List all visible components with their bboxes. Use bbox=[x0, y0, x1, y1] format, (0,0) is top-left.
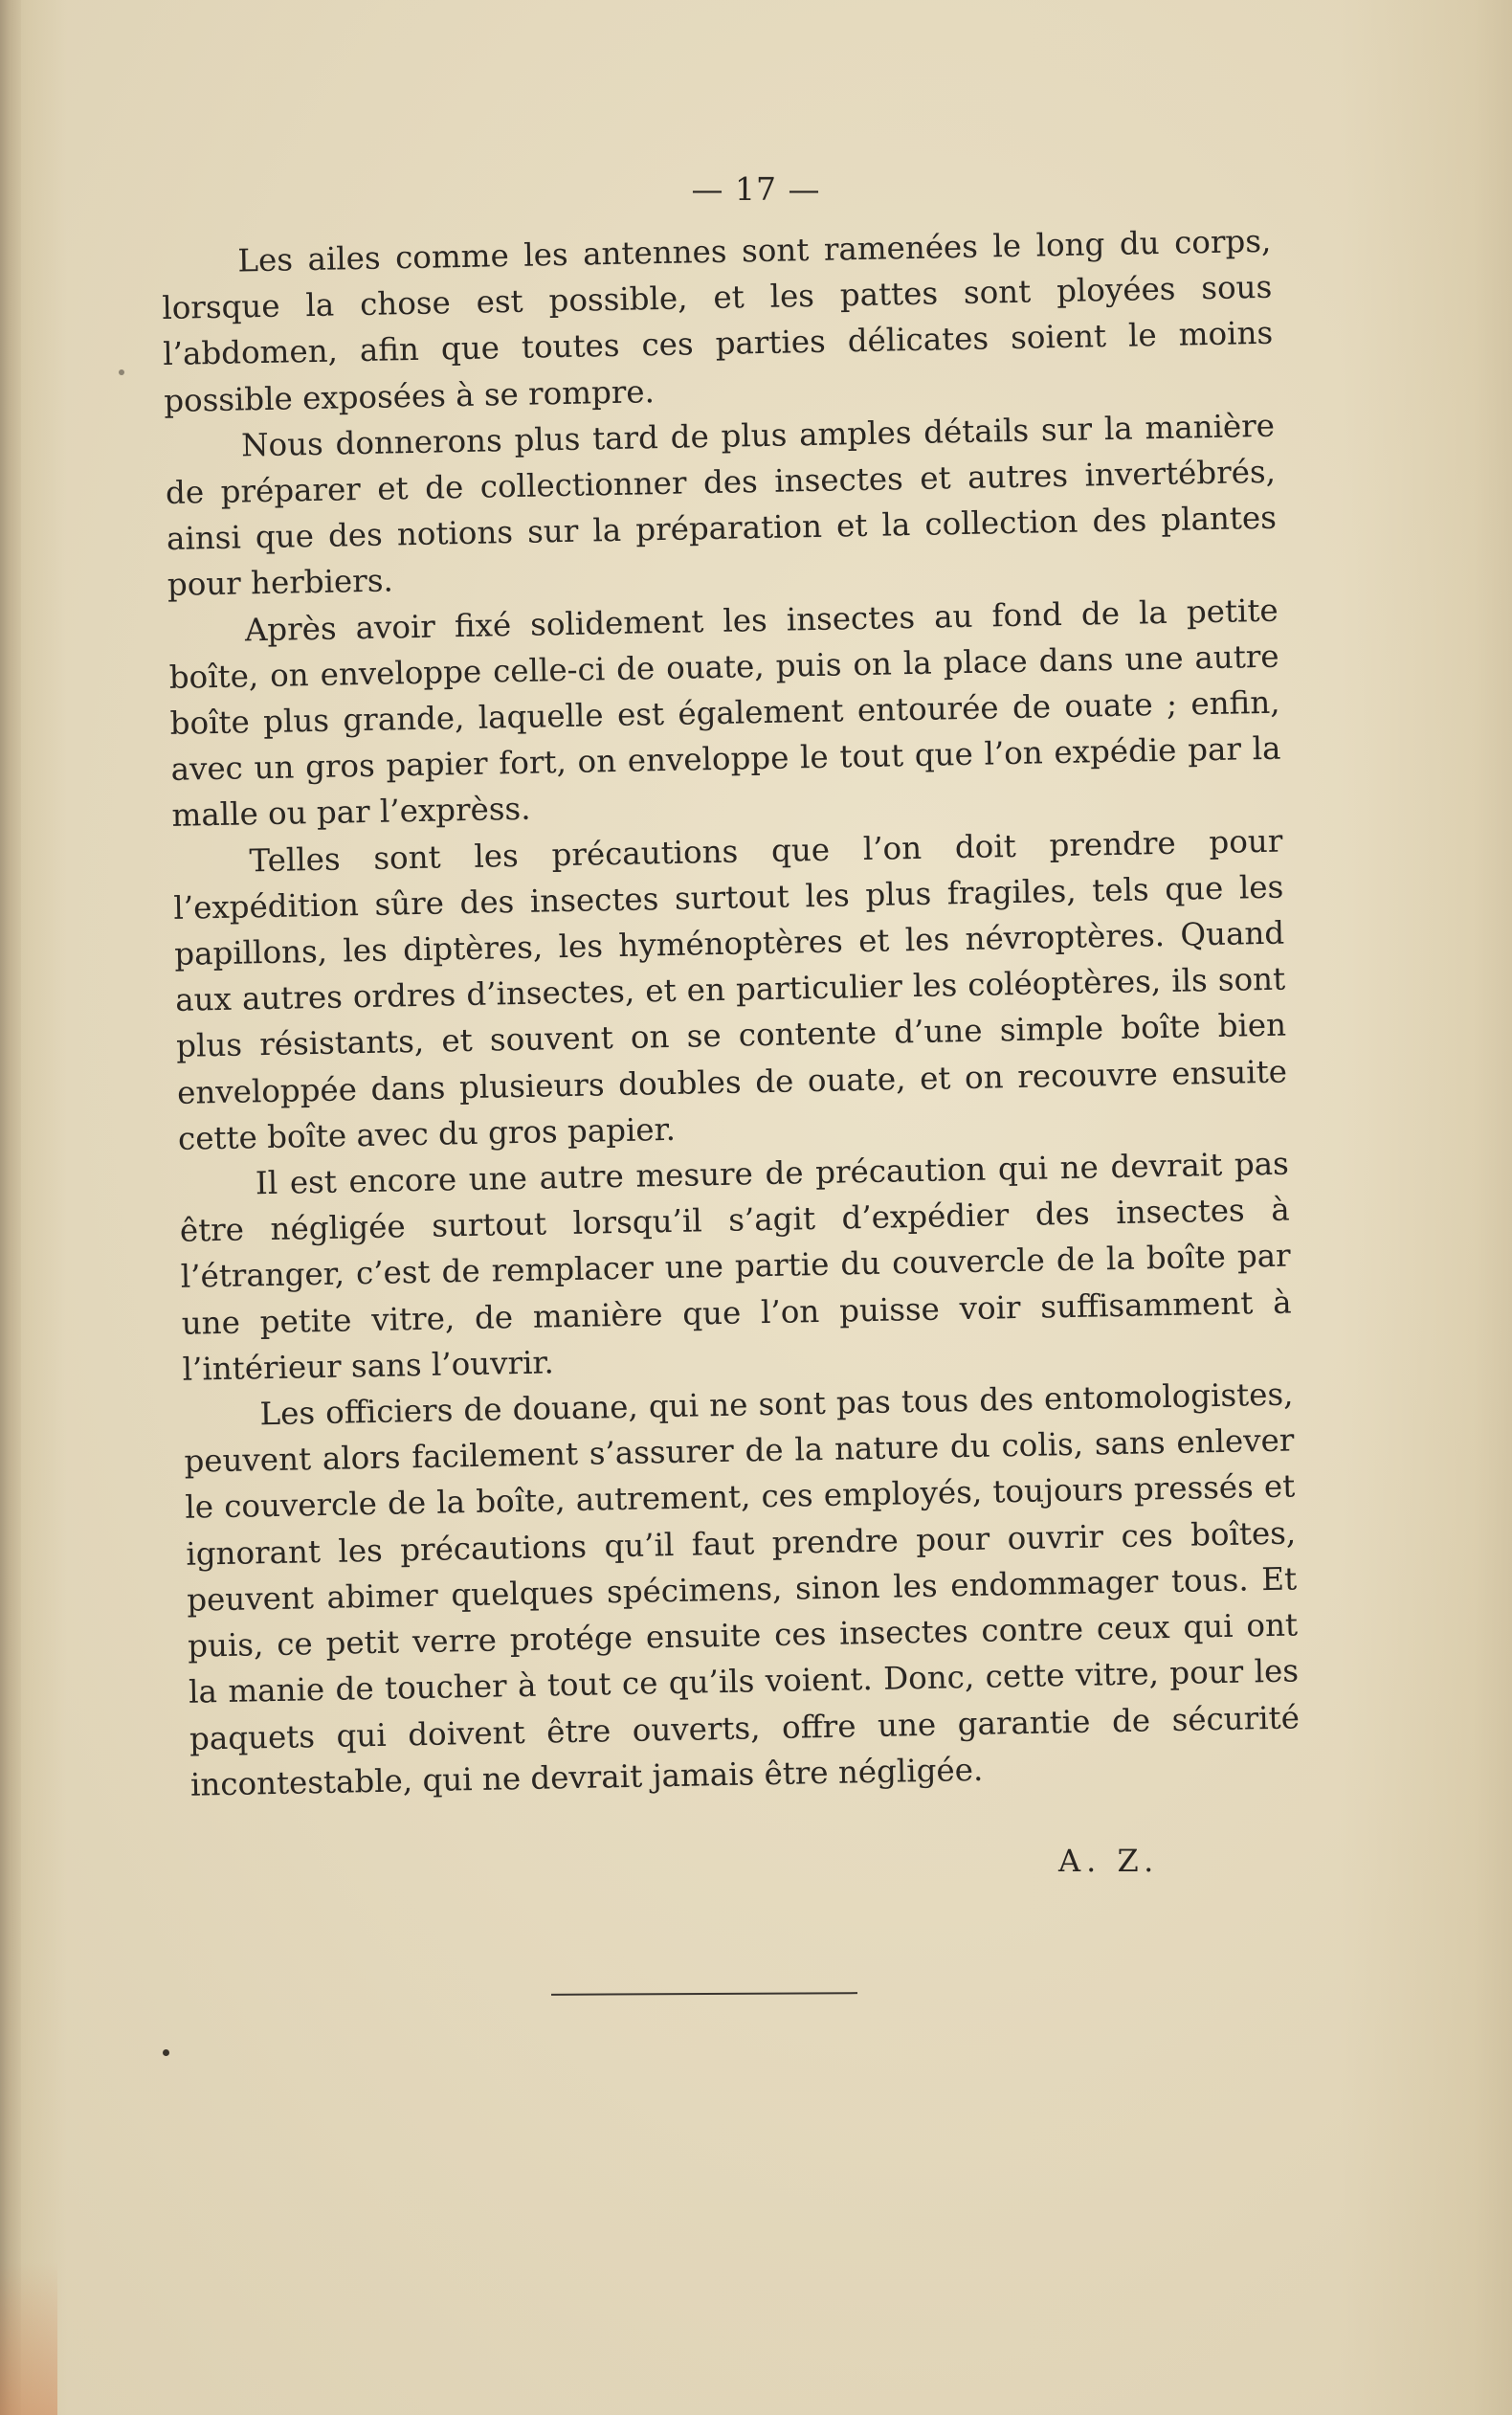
paragraph-3: Après avoir fixé solidement les insectes au fond de la petite boîte, on enveloppe celle-ci de ouate, puis on la place dans une autre boîte plus grande, laquelle est également entourée de ouate ; enfin, avec un gros papier fort, on enveloppe le tout que l’on expédie par la malle ou par l’exprèss. bbox=[168, 592, 1281, 835]
paragraph-5: Il est encore une autre mesure de précaution qui ne devrait pas être négligée surtout lorsqu’il s’agit d’expédier des insectes à l’étranger, c’est de remplacer une partie du couvercle de la boîte par une petite vitre, de manière que l’on puisse voir suffisamment à l’intérieur sans l’ouvrir. bbox=[179, 1145, 1292, 1388]
paragraph-6: Les officiers de douane, qui ne sont pas tous des entomologistes, peuvent alors facilement s’assurer de la nature du colis, sans enlever le couvercle de la boîte, autrement, ces employés, toujours pressés et ignorant les précautions qu’il faut prendre pour ouvrir ces boîtes, peuvent abimer quelques spécimens, sinon les endommager tous. Et puis, ce petit verre protége ensuite ces insectes contre ceux qui ont la manie de toucher à tout ce qu’ils voient. Donc, cette vitre, pour les paquets qui doivent être ouverts, offre une garantie de sécurité incontestable, qui ne devrait jamais être négligée. bbox=[184, 1375, 1301, 1803]
ink-dot-mark bbox=[163, 2049, 169, 2056]
page-binding-shadow bbox=[0, 0, 21, 2415]
paragraph-2: Nous donnerons plus tard de plus amples détails sur la manière de préparer et de collectionner des insectes et autres invertébrés, ainsi que des notions sur la préparation et la collection des plantes pour herbiers. bbox=[165, 407, 1278, 604]
page-edge-stain bbox=[0, 2262, 57, 2415]
paragraph-1: Les ailes comme les antennes sont ramenées le long du corps, lorsque la chose est possible, et les pattes sont ployées sous l’abdomen, afin que toutes ces parties délicates soient le moins possible exposées à se rompre. bbox=[162, 222, 1274, 419]
page-number: — 17 — bbox=[691, 170, 821, 208]
ink-speck-mark bbox=[119, 369, 124, 375]
author-signature: A. Z. bbox=[1058, 1843, 1160, 1879]
paragraph-4: Telles sont les précautions que l’on doit prendre pour l’expédition sûre des insectes surtout les plus fragiles, tels que les papillons, les diptères, les hyménoptères et les névroptères. Quand aux autres ordres d’insectes, et en particulier les coléoptères, ils sont plus résistants, et souvent on se contente d’une simple boîte bien enveloppée dans plusieurs doubles de ouate, et on recouvre ensuite cette boîte avec du gros papier. bbox=[173, 822, 1288, 1157]
article-body bbox=[161, 218, 1301, 1808]
end-rule bbox=[551, 1992, 857, 1996]
